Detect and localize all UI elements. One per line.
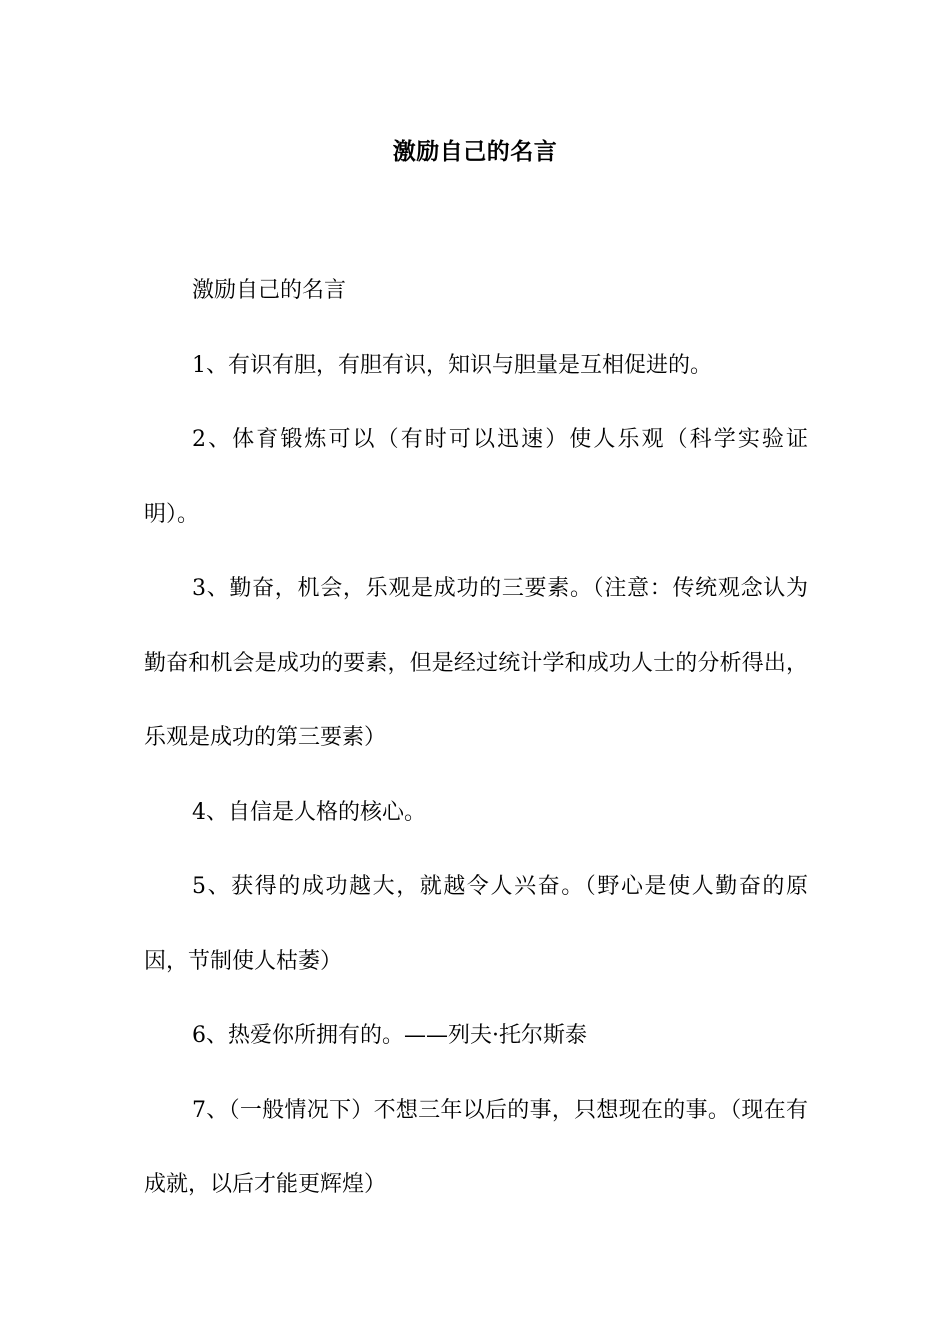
quote-paragraph-7: 7、（一般情况下）不想三年以后的事，只想现在的事。（现在有成就，以后才能更辉煌） bbox=[144, 1097, 808, 1197]
quote-paragraph-4: 4、自信是人格的核心。 bbox=[192, 799, 426, 825]
quote-paragraph-3: 3、勤奋，机会，乐观是成功的三要素。（注意：传统观念认为勤奋和机会是成功的要素，但是经过统计学和成功人士的分析得出，乐观是成功的第三要素） bbox=[144, 576, 808, 750]
quote-paragraph-5: 5、获得的成功越大，就越令人兴奋。（野心是使人勤奋的原因，节制使人枯萎） bbox=[144, 874, 808, 974]
quote-paragraph-1: 1、有识有胆，有胆有识，知识与胆量是互相促进的。 bbox=[192, 352, 712, 378]
quote-paragraph-2: 2、体育锻炼可以（有时可以迅速）使人乐观（科学实验证明）。 bbox=[144, 427, 808, 527]
paragraph-heading: 激励自己的名言 bbox=[192, 278, 347, 303]
document-title: 激励自己的名言 bbox=[392, 139, 558, 165]
quote-paragraph-6: 6、热爱你所拥有的。——列夫·托尔斯泰 bbox=[192, 1023, 587, 1048]
document-body bbox=[144, 254, 808, 1223]
